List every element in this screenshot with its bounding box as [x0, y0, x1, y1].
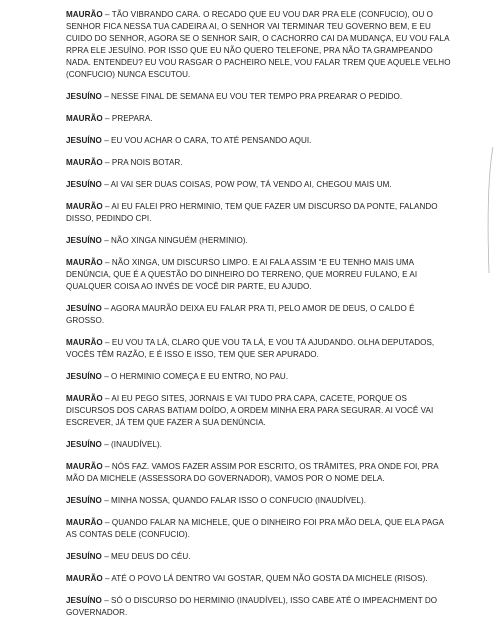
dialogue-line — [66, 337, 452, 361]
dialogue-line — [66, 257, 452, 293]
dialogue-text: – EU VOU TA LÁ, CLARO QUE VOU TA LÁ, E VOU TÁ AJUDANDO. OLHA DEPUTADOS, VOCÊS TÊM RAZÃO, E É ISSO E ISSO, TEM QUE SER APURADO. — [66, 338, 435, 359]
dialogue-line — [66, 439, 452, 451]
speaker-name: MAURÃO — [66, 114, 103, 123]
dialogue-line — [66, 9, 452, 81]
speaker-name: MAURÃO — [66, 518, 103, 527]
dialogue-text: – EU VOU ACHAR O CARA, TO ATÉ PENSANDO AQUI. — [101, 136, 312, 145]
dialogue-text: – MINHA NOSSA, QUANDO FALAR ISSO O CONFUCIO (INAUDÍVEL). — [101, 496, 367, 505]
speaker-name: JESUÍNO — [66, 180, 102, 189]
dialogue-text: – AI EU FALEI PRO HERMINIO, TEM QUE FAZER UM DISCURSO DA PONTE, FALANDO DISSO, PEDINDO CPI. — [66, 202, 438, 223]
dialogue-text: – TÃO VIBRANDO CARA. O RECADO QUE EU VOU DAR PRA ELE (CONFUCIO), OU O SENHOR FICA NESSA TUA CADEIRA AI, O SENHOR VAI TERMINAR TEU GOVERNO BEM, E EU CUIDO DO SENHOR, AGORA SE O SENHOR SAIR, O CACHORRO CAI DA MUDANÇA, EU VOU FALA RPRA ELE JESUÍNO. POR ISSO QUE EU NÃO QUERO TELEFONE, PRA NÃO TA GRAMPEANDO NADA. ENTENDEU? EU VOU RASGAR O PACHEIRO NELE, VOU FALAR TREM QUE AQUELE VELHO (CONFUCIO) NUNCA ESCUTOU. — [66, 10, 451, 79]
speaker-name: MAURÃO — [66, 574, 103, 583]
dialogue-line — [66, 595, 452, 619]
dialogue-text: – AI VAI SER DUAS COISAS, POW POW, TÁ VENDO AI, CHEGOU MAIS UM. — [101, 180, 392, 189]
dialogue-line — [66, 517, 452, 541]
speaker-name: MAURÃO — [66, 338, 103, 347]
speaker-name: JESUÍNO — [66, 440, 102, 449]
speaker-name: MAURÃO — [66, 462, 103, 471]
margin-pen-mark — [485, 145, 495, 275]
dialogue-text: – SÓ O DISCURSO DO HERMINIO (INAUDÍVEL), ISSO CABE ATÉ O IMPEACHMENT DO GOVERNADOR. — [66, 596, 438, 617]
dialogue-text: – AGORA MAURÃO DEIXA EU FALAR PRA TI, PELO AMOR DE DEUS, O CALDO É GROSSO. — [66, 304, 415, 325]
dialogue-line — [66, 495, 452, 507]
dialogue-line — [66, 157, 452, 169]
speaker-name: MAURÃO — [66, 258, 103, 267]
speaker-name: JESUÍNO — [66, 236, 102, 245]
dialogue-text: – MEU DEUS DO CÉU. — [101, 552, 191, 561]
speaker-name: JESUÍNO — [66, 596, 102, 605]
dialogue-line — [66, 551, 452, 563]
speaker-name: MAURÃO — [66, 10, 103, 19]
dialogue-line — [66, 371, 452, 383]
dialogue-text: – O HERMINIO COMEÇA E EU ENTRO, NO PAU. — [101, 372, 289, 381]
dialogue-line — [66, 113, 452, 125]
dialogue-text: – NÓS FAZ. VAMOS FAZER ASSIM POR ESCRITO, OS TRÂMITES, PRA ONDE FOI, PRA MÃO DA MICHELE (ASSESSORA DO GOVERNADOR), VAMOS POR O NOME DELA. — [66, 462, 439, 483]
dialogue-line — [66, 573, 452, 585]
dialogue-text: – ATÉ O POVO LÁ DENTRO VAI GOSTAR, QUEM NÃO GOSTA DA MICHELE (RISOS). — [102, 574, 428, 583]
speaker-name: MAURÃO — [66, 202, 103, 211]
speaker-name: JESUÍNO — [66, 372, 102, 381]
dialogue-text: – NÃO XINGA NINGUÉM (HERMINIO). — [101, 236, 248, 245]
dialogue-line — [66, 201, 452, 225]
dialogue-line — [66, 135, 452, 147]
speaker-name: JESUÍNO — [66, 92, 102, 101]
dialogue-text: – (INAUDÍVEL). — [101, 440, 163, 449]
speaker-name: JESUÍNO — [66, 496, 102, 505]
speaker-name: JESUÍNO — [66, 304, 102, 313]
dialogue-text: – PRA NOIS BOTAR. — [102, 158, 183, 167]
dialogue-line — [66, 179, 452, 191]
dialogue-text: – QUANDO FALAR NA MICHELE, QUE O DINHEIRO FOI PRA MÃO DELA, QUE ELA PAGA AS CONTAS DELE (CONFUCIO). — [66, 518, 444, 539]
speaker-name: JESUÍNO — [66, 136, 102, 145]
dialogue-text: – PREPARA. — [102, 114, 153, 123]
dialogue-line — [66, 303, 452, 327]
speaker-name: JESUÍNO — [66, 552, 102, 561]
dialogue-line — [66, 393, 452, 429]
transcript-page — [66, 9, 452, 629]
dialogue-line — [66, 461, 452, 485]
dialogue-line — [66, 91, 452, 103]
dialogue-text: – AI EU PEGO SITES, JORNAIS E VAI TUDO PRA CAPA, CACETE, PORQUE OS DISCURSOS DOS CARAS BATIAM DOÍDO, A ORDEM MINHA ERA PARA SEGURAR. AI VOCÊ VAI ESCREVER, JÁ TEM QUE FAZER A SUA DENÚNCIA. — [66, 394, 434, 427]
speaker-name: MAURÃO — [66, 394, 103, 403]
dialogue-text: – NESSE FINAL DE SEMANA EU VOU TER TEMPO PRA PREARAR O PEDIDO. — [101, 92, 403, 101]
dialogue-line — [66, 235, 452, 247]
dialogue-text: – NÃO XINGA, UM DISCURSO LIMPO. E AI FALA ASSIM “E EU TENHO MAIS UMA DENÚNCIA, QUE É A QUESTÃO DO DINHEIRO DO TERRENO, QUE MORREU FULANO, E AI QUALQUER COISA AO INVÉS DE VOCÊ DIR PARTE, EU AJUDO. — [66, 258, 418, 291]
speaker-name: MAURÃO — [66, 158, 103, 167]
